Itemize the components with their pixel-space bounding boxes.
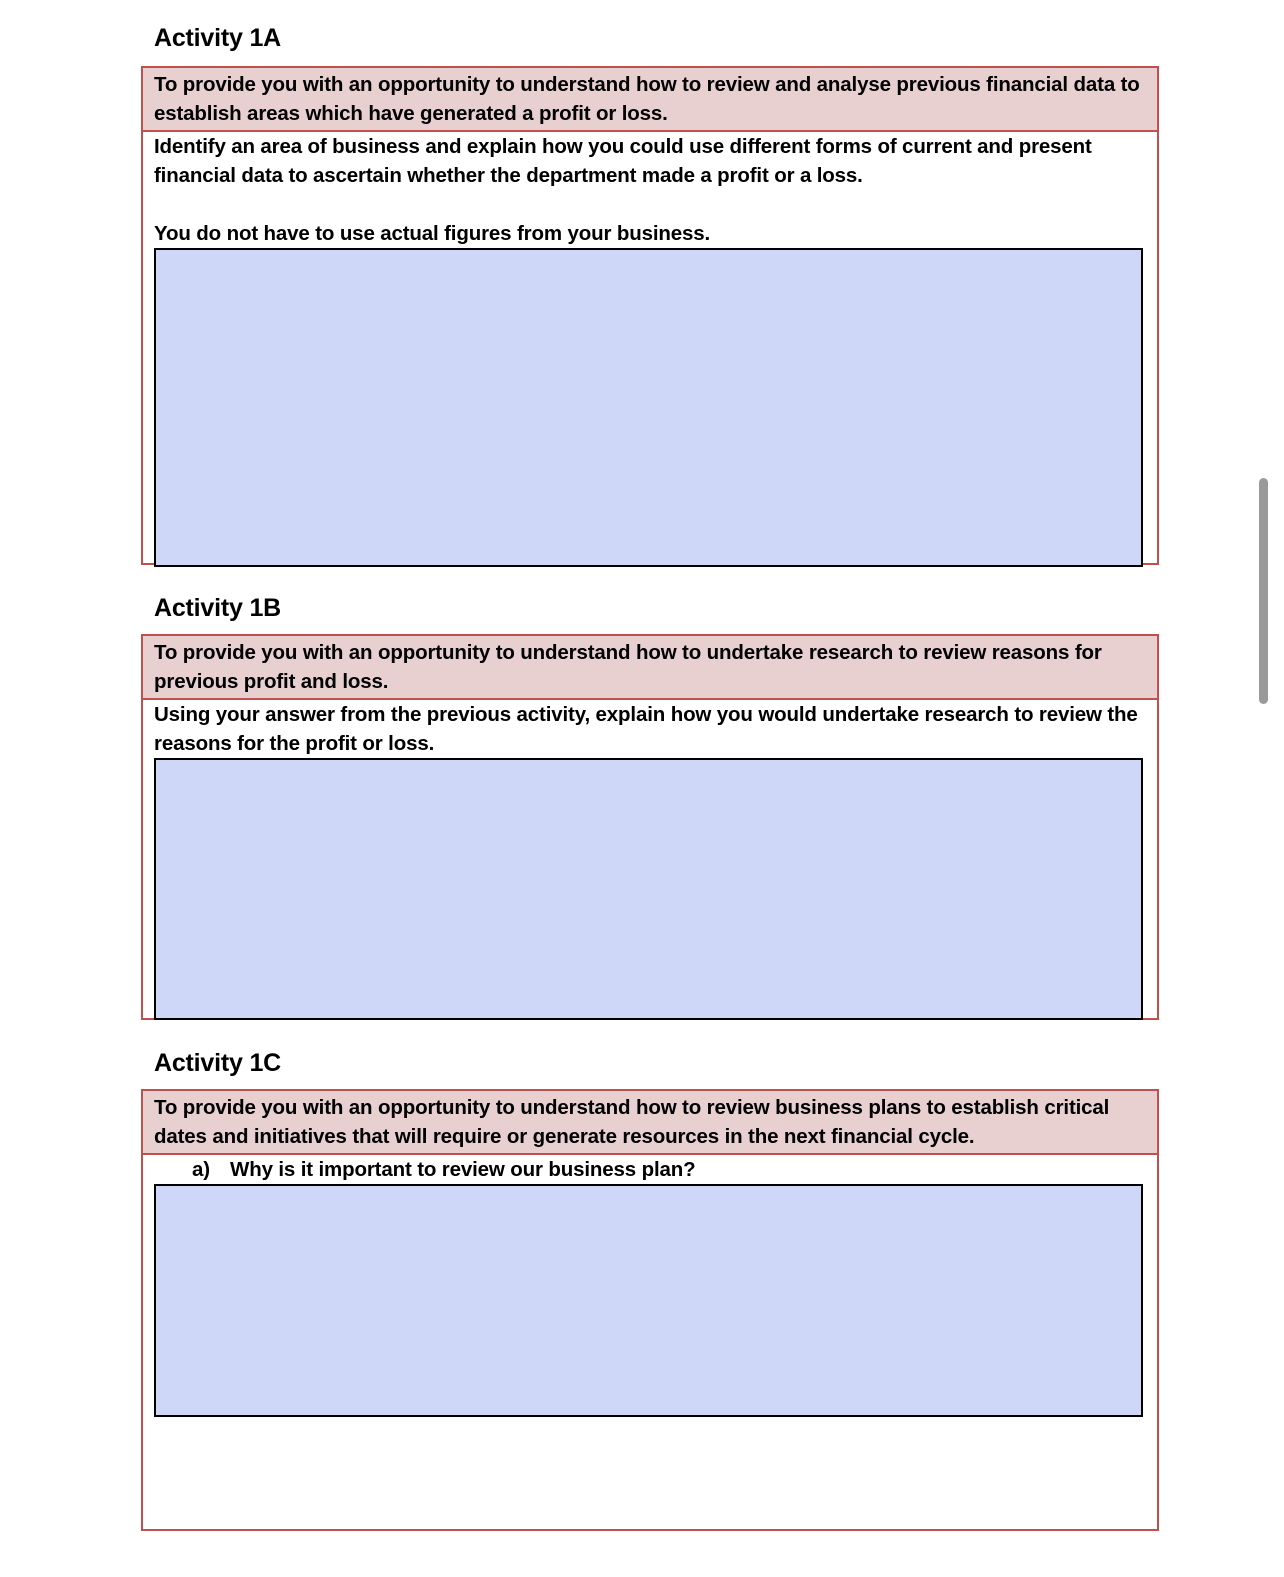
activity-1c-title: Activity 1C xyxy=(154,1049,282,1077)
activity-1c-objective: To provide you with an opportunity to understand how to review business plans to establish critical dates and initiatives that will require or generate resources in the next financial cycle. xyxy=(143,1091,1157,1155)
question-a-text: Why is it important to review our business plan? xyxy=(230,1158,696,1181)
activity-1b-section xyxy=(141,634,1159,1020)
activity-1b-instruction: Using your answer from the previous activity, explain how you would undertake research to review the reasons for the profit or loss. xyxy=(154,703,1138,755)
activity-1a-section xyxy=(141,66,1159,565)
activity-1b-title: Activity 1B xyxy=(154,594,282,622)
activity-1b-answer-field[interactable] xyxy=(154,758,1143,1020)
activity-1a-answer-field[interactable] xyxy=(154,248,1143,567)
question-a-marker: a) xyxy=(192,1158,210,1181)
activity-1a-objective: To provide you with an opportunity to understand how to review and analyse previous financial data to establish areas which have generated a profit or loss. xyxy=(143,68,1157,132)
activity-1c-section xyxy=(141,1089,1159,1531)
activity-1c-task xyxy=(143,1155,1157,1184)
activity-1b-objective: To provide you with an opportunity to understand how to undertake research to review reasons for previous profit and loss. xyxy=(143,636,1157,700)
activity-1c-question-a xyxy=(154,1155,1147,1184)
activity-1a-instruction: Identify an area of business and explain how you could use different forms of current and present financial data to ascertain whether the department made a profit or a loss. xyxy=(154,135,1092,187)
activity-1a-note: You do not have to use actual figures from your business. xyxy=(154,222,711,245)
vertical-scrollbar[interactable] xyxy=(1259,478,1268,704)
activity-1a-title: Activity 1A xyxy=(154,24,282,52)
activity-1b-task xyxy=(143,700,1157,758)
activity-1c-answer-field[interactable] xyxy=(154,1184,1143,1417)
activity-1a-task xyxy=(143,132,1157,248)
